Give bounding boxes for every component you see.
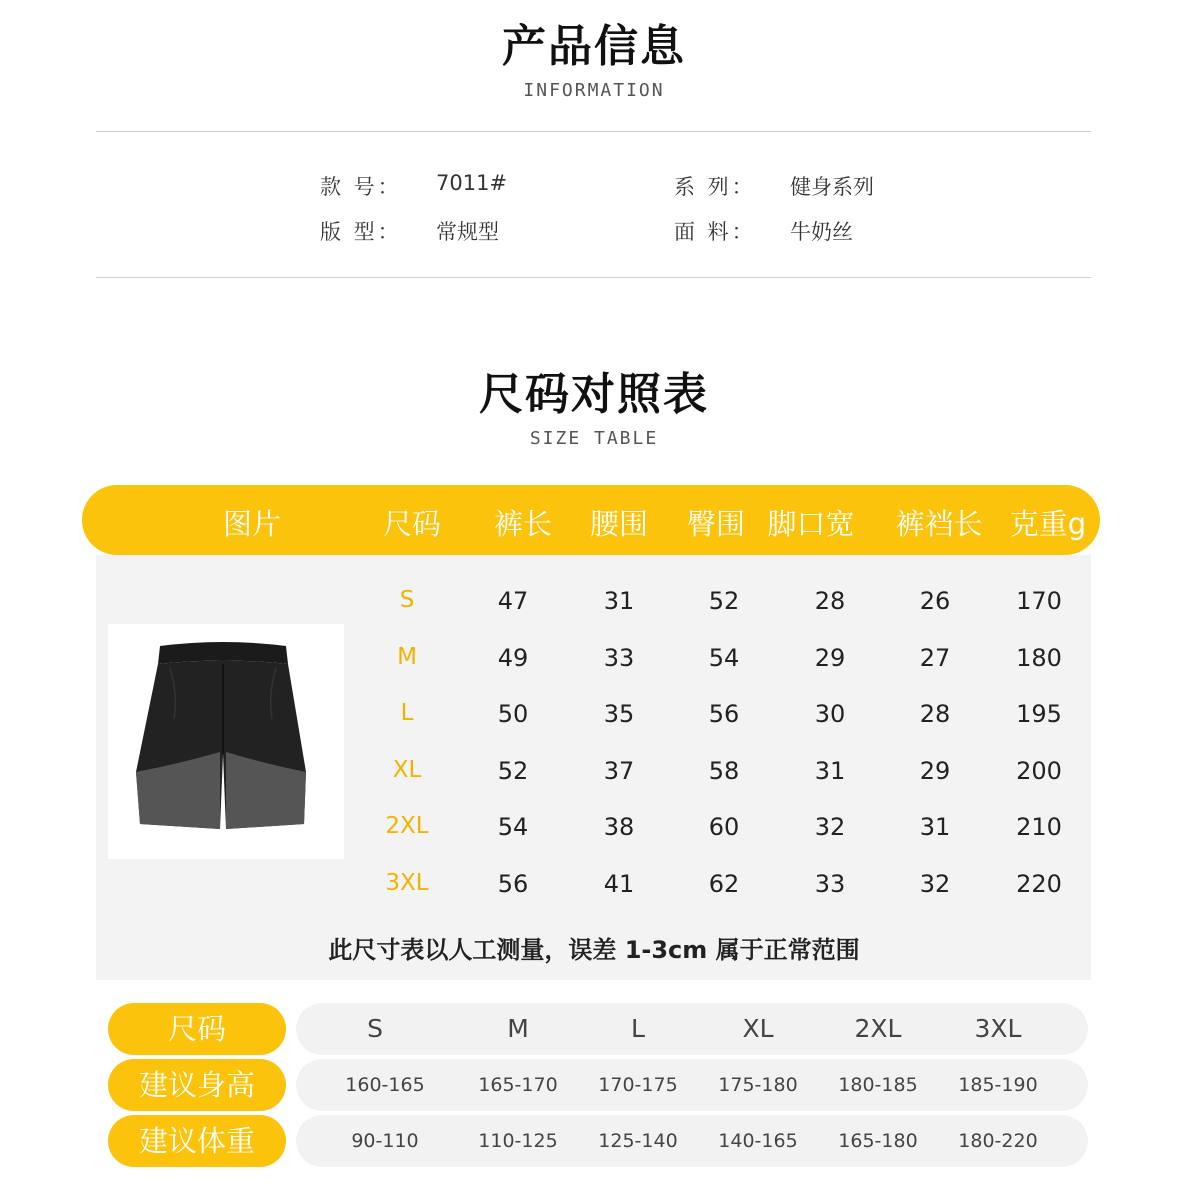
range-value: 165-180 [838,1130,918,1152]
range-value: 180-185 [838,1074,918,1096]
info-field-series [674,171,874,201]
range-value: 185-190 [958,1074,1038,1096]
table-cell: 31 [603,587,635,615]
table-cell: 62 [708,870,740,898]
header-cell: 图片 [222,507,281,541]
table-cell: 41 [603,870,635,898]
table-cell: 200 [1016,757,1062,785]
table-cell: 54 [497,813,529,841]
table-cell: 52 [708,587,740,615]
header-cell: 脚口宽 [767,507,855,541]
row-label-pill: 建议体重 [108,1115,286,1167]
table-cell: 33 [603,644,635,672]
range-value: 165-170 [478,1074,558,1096]
table-cell: 58 [708,757,740,785]
size-option: XL [742,1014,774,1043]
shorts-image [108,624,344,859]
header-cell: 裤长 [493,507,552,541]
range-value: 110-125 [478,1130,558,1152]
header-cell: 裤裆长 [895,507,983,541]
table-cell: 52 [497,757,529,785]
table-cell: 56 [708,700,740,728]
range-value: 170-175 [598,1074,678,1096]
row-label-pill: 建议身高 [108,1059,286,1111]
range-value: 160-165 [345,1074,425,1096]
table-cell: 60 [708,813,740,841]
header-cell: 克重g [1009,507,1087,541]
table-cell: 54 [708,644,740,672]
size-option: 3XL [974,1014,1022,1043]
table-cell: 195 [1016,700,1062,728]
table-cell: 180 [1016,644,1062,672]
field-value: 7011# [436,171,508,195]
table-cell: 37 [603,757,635,785]
field-label: 面 料： [674,220,756,244]
header-cell: 臀围 [686,507,745,541]
info-field-fabric [674,216,853,246]
measurement-note: 此尺寸表以人工测量，误差 1-3cm 属于正常范围 [328,936,860,964]
size-label: S [399,587,415,613]
row-label-pill: 尺码 [108,1003,286,1055]
field-value: 健身系列 [790,175,874,199]
product-photo [108,624,344,859]
size-label: M [397,644,417,670]
size-label: 2XL [385,813,429,839]
table-cell: 31 [919,813,951,841]
table-cell: 28 [919,700,951,728]
field-value: 牛奶丝 [790,220,853,244]
range-value: 90-110 [351,1130,419,1152]
size-label: L [400,700,414,726]
table-cell: 47 [497,587,529,615]
range-value: 125-140 [598,1130,678,1152]
table-cell: 35 [603,700,635,728]
table-cell: 31 [814,757,846,785]
table-cell: 50 [497,700,529,728]
divider [96,131,1091,132]
size-label: 3XL [385,870,429,896]
size-label: XL [392,757,422,783]
field-value: 常规型 [436,220,499,244]
table-cell: 32 [919,870,951,898]
info-subtitle: INFORMATION [523,80,665,101]
table-cell: 49 [497,644,529,672]
range-value: 140-165 [718,1130,798,1152]
size-title: 尺码对照表 [479,369,709,420]
header-cell: 腰围 [589,507,648,541]
table-cell: 220 [1016,870,1062,898]
info-field-fit [320,216,499,246]
table-cell: 26 [919,587,951,615]
size-option: L [631,1014,645,1043]
table-cell: 29 [919,757,951,785]
size-option: 2XL [854,1014,902,1043]
size-subtitle: SIZE TABLE [529,428,659,449]
info-title: 产品信息 [502,21,686,72]
table-cell: 33 [814,870,846,898]
table-cell: 29 [814,644,846,672]
size-option: S [367,1014,383,1043]
table-cell: 56 [497,870,529,898]
field-label: 版 型： [320,220,402,244]
range-value: 175-180 [718,1074,798,1096]
table-cell: 27 [919,644,951,672]
table-cell: 170 [1016,587,1062,615]
field-label: 款 号： [320,175,402,199]
field-label: 系 列： [674,175,756,199]
range-value: 180-220 [958,1130,1038,1152]
table-cell: 38 [603,813,635,841]
info-field-style [320,171,507,201]
table-cell: 30 [814,700,846,728]
header-cell: 尺码 [382,507,441,541]
table-cell: 210 [1016,813,1062,841]
size-option: M [507,1014,529,1043]
divider [96,277,1091,278]
table-cell: 28 [814,587,846,615]
table-cell: 32 [814,813,846,841]
